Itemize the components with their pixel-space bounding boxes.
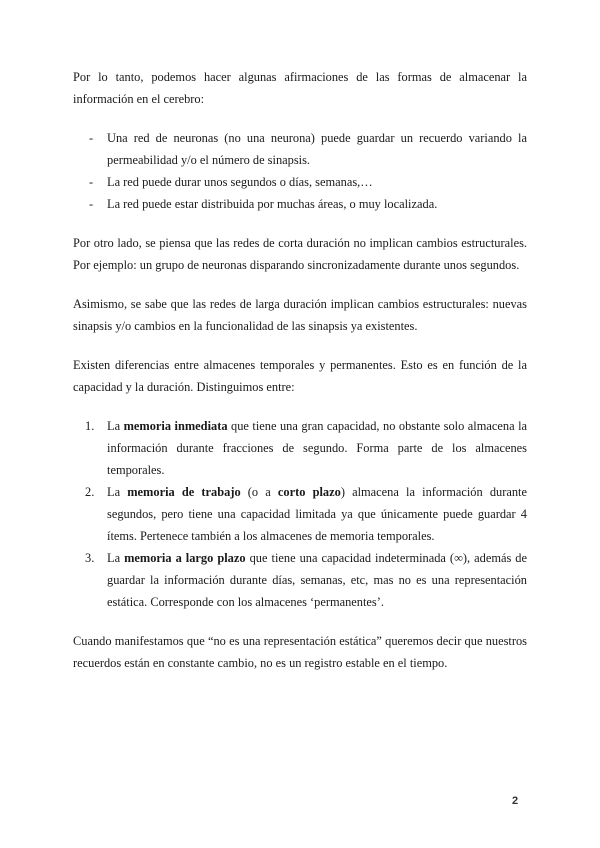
item-number: 1. [85,419,95,433]
list-item-text: La red puede estar distribuida por muchas áreas, o muy localizada. [107,197,438,211]
list-item [73,171,527,193]
spacer [73,337,527,354]
spacer [73,398,527,415]
item-term: memoria a largo plazo [124,551,246,565]
item-term-secondary: corto plazo [277,485,341,499]
page-content [73,66,527,674]
item-rest: ) almacena la información durante segundos, pero tiene una capacidad limitada ya que únicamente puede guardar 4 ítems. Pertenece también a los almacenes de memoria temporales. [107,485,527,543]
differences-paragraph: Existen diferencias entre almacenes temporales y permanentes. Esto es en función de la capacidad y la duración. Distinguimos entre: [73,358,527,394]
item-lead: La [107,485,128,499]
list-item [73,481,527,547]
dash-marker: - [89,131,94,145]
item-number: 3. [85,551,95,565]
spacer [73,613,527,630]
item-rest: que tiene una gran capacidad, no obstante solo almacena la información durante fracciones de segundo. Forma parte de los almacenes temporales. [107,419,528,477]
item-term: memoria de trabajo [127,485,241,499]
spacer [73,215,527,232]
short-term-paragraph: Por otro lado, se piensa que las redes de corta duración no implican cambios estructurales. Por ejemplo: un grupo de neuronas disparando sincronizadamente durante unos segundos. [73,236,527,272]
page-number: 2 [512,795,519,807]
intro-paragraph: Por lo tanto, podemos hacer algunas afirmaciones de las formas de almacenar la información en el cerebro: [73,70,527,106]
item-lead: La [107,551,125,565]
list-item [73,127,527,171]
item-number: 2. [85,485,95,499]
list-item [73,415,527,481]
item-rest: que tiene una capacidad indeterminada (∞), además de guardar la información durante días, semanas, etc, mas no es una representación estática. Corresponde con los almacenes ‘permanentes’. [107,551,528,609]
item-term: memoria inmediata [123,419,228,433]
closing-paragraph: Cuando manifestamos que “no es una representación estática” queremos decir que nuestros recuerdos están en constante cambio, no es un registro estable en el tiempo. [73,634,527,670]
item-mid: (o a [240,485,278,499]
list-item [73,547,527,613]
spacer [73,110,527,127]
dash-marker: - [89,175,94,189]
spacer [73,276,527,293]
list-item [73,193,527,215]
list-item-text: Una red de neuronas (no una neurona) puede guardar un recuerdo variando la permeabilidad y/o el número de sinapsis. [107,131,527,167]
numbered-list [73,415,527,613]
dash-list [73,127,527,215]
item-lead: La [107,419,124,433]
long-term-paragraph: Asimismo, se sabe que las redes de larga duración implican cambios estructurales: nuevas sinapsis y/o cambios en la funcionalidad de las sinapsis ya existentes. [73,297,527,333]
dash-marker: - [89,197,94,211]
list-item-text: La red puede durar unos segundos o días, semanas,… [107,175,373,189]
